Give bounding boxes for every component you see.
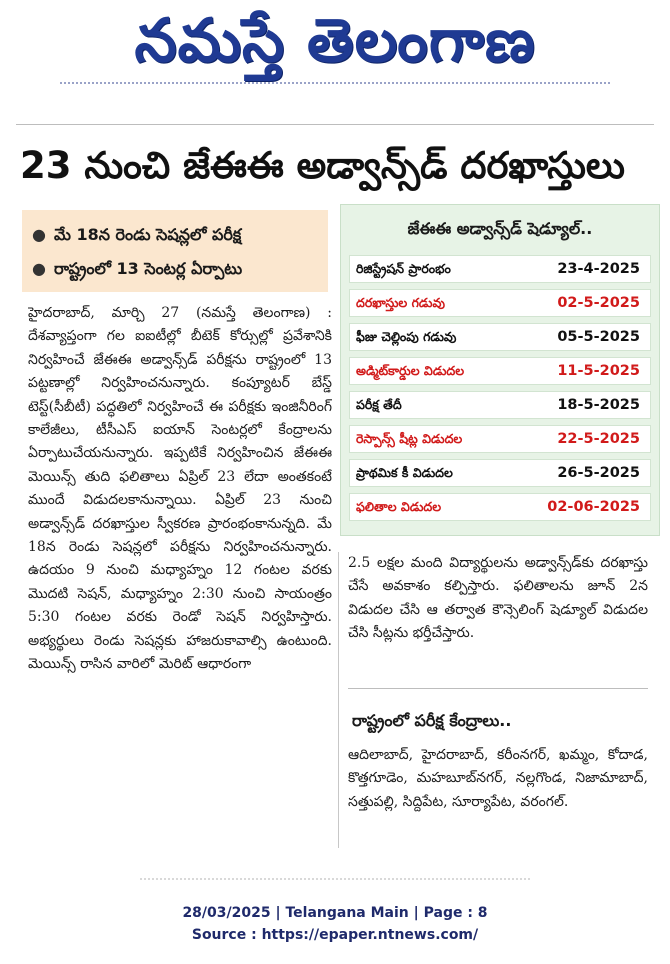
footer-divider	[140, 878, 530, 880]
schedule-label: పరీక్ష తేదీ	[356, 397, 402, 412]
schedule-date: 18-5-2025	[557, 397, 640, 413]
schedule-label: రెస్పాన్స్ షీట్ల విడుదల	[356, 431, 463, 446]
column-divider	[338, 552, 339, 848]
schedule-row	[349, 289, 651, 317]
schedule-label: ఫలితాల విడుదల	[356, 499, 442, 514]
schedule-date: 02-5-2025	[557, 295, 640, 311]
schedule-box	[340, 204, 660, 536]
schedule-row	[349, 459, 651, 487]
highlights-box	[22, 210, 328, 292]
schedule-row	[349, 493, 651, 521]
bullet-icon: ●	[32, 259, 46, 278]
highlight-text: రాష్ట్రంలో 13 సెంటర్ల ఏర్పాటు	[53, 259, 243, 278]
schedule-date: 11-5-2025	[557, 363, 640, 379]
schedule-row	[349, 255, 651, 283]
centres-heading: రాష్ట్రంలో పరీక్ష కేంద్రాలు..	[352, 711, 512, 730]
schedule-label: ప్రాథమిక కీ విడుదల	[356, 465, 453, 480]
article-headline: 23 నుంచి జేఈఈ అడ్వాన్స్‌డ్ దరఖాస్తులు	[20, 144, 625, 187]
schedule-label: ఫీజు చెల్లింపు గడువు	[356, 329, 457, 344]
highlight-text: మే 18న రెండు సెషన్లలో పరీక్ష	[53, 225, 242, 244]
bullet-icon: ●	[32, 225, 46, 244]
schedule-row	[349, 425, 651, 453]
source-link[interactable]: Source : https://epaper.ntnews.com/	[191, 927, 479, 943]
schedule-date: 22-5-2025	[557, 431, 640, 447]
article-body-right: 2.5 లక్షల మంది విద్యార్థులను అడ్వాన్స్‌డ్‌కు దరఖాస్తు చేసే అవకాశం కల్పిస్తారు. ఫలితాలను జూన్ 2న విడుదల చేసి ఆ తర్వాత కౌన్సెలింగ్ షెడ్యూల్ విడుదల చేసి సీట్లను భర్తీచేస్తారు.	[348, 555, 648, 642]
schedule-date: 02-06-2025	[547, 499, 640, 515]
schedule-date: 05-5-2025	[557, 329, 640, 345]
edition-info: 28/03/2025 | Telangana Main | Page : 8	[182, 905, 488, 921]
schedule-label: దరఖాస్తుల గడువు	[356, 295, 445, 310]
section-rule	[348, 688, 648, 689]
schedule-date: 23-4-2025	[557, 261, 640, 277]
schedule-label: రిజిస్ట్రేషన్ ప్రారంభం	[356, 261, 451, 276]
schedule-title: జేఈఈ అడ్వాన్స్‌డ్ షెడ్యూల్..	[407, 219, 593, 238]
schedule-row	[349, 357, 651, 385]
newspaper-logo: నమస్తే తెలంగాణ	[134, 6, 536, 76]
article-body-left: హైదరాబాద్, మార్చి 27 (నమస్తే తెలంగాణ) : దేశవ్యాప్తంగా గల ఐఐటీల్లో బీటెక్ కోర్సుల్లో ప్రవేశానికి నిర్వహించే జేఈఈ అడ్వాన్స్‌డ్ పరీక్షను రాష్ట్రంలో 13 పట్టణాల్లో నిర్వహించనున్నారు. కంప్యూటర్ బేస్డ్ టెస్ట్(సీబీటీ) పద్ధతిలో నిర్వహించే ఈ పరీక్షకు ఇంజినీరింగ్ కాలేజీలు, టీసీఎస్ ఐయాన్ సెంటర్లలో కేంద్రాలను ఏర్పాటుచేయనున్నారు. ఇప్పటికే నిర్వహించిన జేఈఈ మెయిన్స్ తుది ఫలితాలు ఏప్రిల్ 23 లేదా అంతకంటే ముందే విడుదలకానున్నాయి. ఏప్రిల్ 23 నుంచి అడ్వాన్స్‌డ్ దరఖాస్తుల స్వీకరణ ప్రారంభంకానున్నది. మే 18న రెండు సెషన్లలో పరీక్షను నిర్వహించనున్నారు. ఉదయం 9 నుంచి మధ్యాహ్నం 12 గంటల వరకు మొదటి సెషన్, మధ్యాహ్నం 2:30 నుంచి సాయంత్రం 5:30 గంటల వరకు రెండో సెషన్ నిర్వహిస్తారు. అభ్యర్థులు రెండు సెషన్లకు హాజరుకావాల్సి ఉంటుంది. మెయిన్స్ రాసిన వారిలో మెరిట్ ఆధారంగా	[28, 305, 332, 673]
header-rule	[16, 124, 654, 125]
schedule-row	[349, 391, 651, 419]
highlight-item	[32, 220, 322, 250]
schedule-label: అడ్మిట్‌కార్డుల విడుదల	[356, 363, 465, 378]
schedule-date: 26-5-2025	[557, 465, 640, 481]
highlight-item	[32, 254, 322, 284]
schedule-row	[349, 323, 651, 351]
centres-list: ఆదిలాబాద్, హైదరాబాద్, కరీంనగర్, ఖమ్మం, కోదాడ, కొత్తగూడెం, మహబూబ్‌నగర్, నల్లగొండ, నిజామాబాద్, సత్తుపల్లి, సిద్దిపేట, సూర్యాపేట, వరంగల్.	[348, 747, 648, 810]
masthead	[0, 0, 670, 96]
masthead-divider	[60, 82, 610, 94]
